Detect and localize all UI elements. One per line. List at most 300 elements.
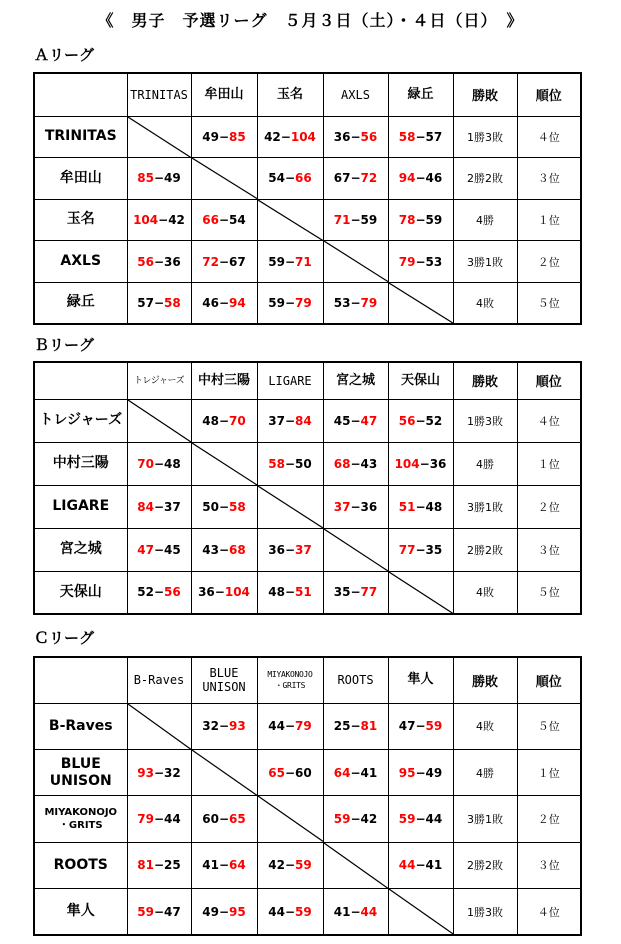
score-dash: − [284, 413, 296, 428]
score-opponent: 36 [429, 456, 447, 471]
score-cell [127, 842, 191, 888]
score-dash: − [350, 904, 361, 919]
column-header-team: トレジャーズ [127, 362, 191, 399]
column-header-team: LIGARE [257, 362, 323, 399]
diagonal-cell [323, 842, 388, 888]
score-opponent: 49 [164, 171, 181, 186]
score-own: 64 [333, 765, 351, 780]
score-dash: − [350, 811, 361, 826]
score-dash: − [214, 585, 225, 600]
score-dash: − [158, 212, 169, 227]
score-opponent: 70 [229, 413, 246, 428]
row-header-team: 緑丘 [34, 282, 127, 324]
score-dash: − [153, 585, 165, 600]
score-opponent: 81 [360, 719, 378, 734]
score-dash: − [153, 171, 165, 186]
score-own: 104 [394, 456, 420, 471]
score-own: 48 [268, 585, 285, 600]
score-cell [388, 158, 453, 200]
diagonal-cell [323, 241, 388, 283]
corner-cell [34, 362, 127, 399]
score-dash: − [350, 171, 361, 186]
score-opponent: 84 [295, 413, 312, 428]
score-cell [127, 282, 191, 324]
score-dash: − [284, 254, 296, 269]
score-own: 79 [137, 811, 154, 826]
score-opponent: 58 [164, 295, 181, 310]
score-opponent: 93 [229, 719, 246, 734]
column-header-team: AXLS [323, 73, 388, 116]
score-own: 70 [137, 456, 154, 471]
header-row [34, 73, 581, 116]
score-own: 59 [137, 904, 154, 919]
score-cell [127, 571, 191, 614]
diagonal-cell [257, 199, 323, 241]
score-own: 59 [398, 811, 416, 826]
score-cell [257, 889, 323, 935]
diagonal-cell [388, 282, 453, 324]
diagonal-cell [127, 399, 191, 442]
row-header-team: 隼人 [34, 889, 127, 935]
table-row [34, 889, 581, 935]
record-cell: 4勝 [453, 199, 517, 241]
column-header-team: 緑丘 [388, 73, 453, 116]
score-cell [323, 485, 388, 528]
score-opponent: 65 [229, 811, 246, 826]
rank-cell: １位 [517, 442, 581, 485]
header-row [34, 657, 581, 703]
score-cell [257, 158, 323, 200]
score-opponent: 64 [229, 858, 246, 873]
score-dash: − [280, 129, 291, 144]
record-cell: 3勝1敗 [453, 485, 517, 528]
page-title: 《 男子 予選リーグ ５月３日（土）・４日（日） 》 [97, 11, 524, 30]
score-cell [191, 842, 257, 888]
column-header-team: 隼人 [388, 657, 453, 703]
score-own: 37 [268, 413, 285, 428]
score-own: 58 [268, 456, 285, 471]
rank-cell: ３位 [517, 842, 581, 888]
score-dash: − [218, 129, 230, 144]
record-cell: 3勝1敗 [453, 241, 517, 283]
score-own: 44 [268, 719, 285, 734]
league-label: Ｂリーグ [34, 336, 95, 354]
score-cell [323, 282, 388, 324]
record-cell: 1勝3敗 [453, 399, 517, 442]
score-dash: − [218, 719, 230, 734]
score-opponent: 59 [425, 212, 443, 227]
score-opponent: 104 [224, 585, 250, 600]
score-own: 43 [202, 542, 219, 557]
score-opponent: 37 [164, 499, 181, 514]
score-cell [323, 158, 388, 200]
league-table [33, 361, 582, 615]
score-opponent: 57 [425, 129, 443, 144]
score-own: 84 [137, 499, 154, 514]
score-opponent: 59 [295, 858, 312, 873]
column-header-rank: 順位 [517, 657, 581, 703]
row-header-team: 天保山 [34, 571, 127, 614]
diagonal-cell [257, 796, 323, 842]
score-opponent: 48 [164, 456, 181, 471]
score-dash: − [153, 254, 165, 269]
score-dash: − [415, 413, 426, 428]
score-cell [323, 199, 388, 241]
table-row [34, 442, 581, 485]
score-own: 58 [398, 129, 416, 144]
score-opponent: 44 [425, 811, 443, 826]
score-cell [257, 842, 323, 888]
score-own: 56 [398, 413, 416, 428]
score-dash: − [284, 585, 296, 600]
score-dash: − [153, 499, 165, 514]
score-dash: − [153, 456, 165, 471]
score-cell [388, 796, 453, 842]
score-cell [323, 571, 388, 614]
score-opponent: 59 [360, 212, 378, 227]
rank-cell: ２位 [517, 241, 581, 283]
score-dash: − [350, 295, 361, 310]
row-header-team: MIYAKONOJO ・GRITS [34, 796, 127, 842]
score-cell [323, 399, 388, 442]
score-dash: − [218, 254, 230, 269]
table-row [34, 842, 581, 888]
score-own: 68 [333, 456, 351, 471]
record-cell: 2勝2敗 [453, 158, 517, 200]
column-header-record: 勝敗 [453, 657, 517, 703]
score-own: 52 [137, 585, 154, 600]
score-own: 45 [333, 413, 351, 428]
score-opponent: 56 [360, 129, 378, 144]
score-opponent: 79 [295, 719, 312, 734]
score-opponent: 104 [290, 129, 316, 144]
rank-cell: ４位 [517, 889, 581, 935]
score-own: 41 [333, 904, 351, 919]
score-own: 59 [333, 811, 351, 826]
score-cell [191, 485, 257, 528]
score-dash: − [415, 499, 426, 514]
score-dash: − [284, 171, 296, 186]
row-header-team: BLUE UNISON [34, 749, 127, 795]
diagonal-cell [388, 889, 453, 935]
score-own: 72 [202, 254, 219, 269]
score-own: 51 [398, 499, 416, 514]
score-dash: − [415, 254, 426, 269]
score-opponent: 59 [295, 904, 312, 919]
score-opponent: 77 [360, 585, 378, 600]
score-opponent: 46 [425, 171, 443, 186]
score-cell [323, 796, 388, 842]
score-cell [191, 399, 257, 442]
rank-cell: ４位 [517, 399, 581, 442]
score-opponent: 45 [164, 542, 181, 557]
score-dash: − [415, 719, 426, 734]
score-cell [257, 528, 323, 571]
score-cell [191, 703, 257, 749]
record-cell: 2勝2敗 [453, 528, 517, 571]
score-opponent: 79 [295, 295, 312, 310]
score-own: 56 [137, 254, 154, 269]
table-row [34, 116, 581, 158]
diagonal-cell [191, 158, 257, 200]
score-opponent: 47 [360, 413, 378, 428]
row-header-team: B-Raves [34, 703, 127, 749]
score-dash: − [153, 295, 165, 310]
record-cell: 4敗 [453, 703, 517, 749]
league-table [33, 656, 582, 936]
score-dash: − [350, 765, 361, 780]
score-opponent: 71 [295, 254, 312, 269]
score-dash: − [415, 542, 426, 557]
score-own: 47 [398, 719, 416, 734]
score-dash: − [415, 811, 426, 826]
column-header-team: TRINITAS [127, 73, 191, 116]
column-header-team: 中村三陽 [191, 362, 257, 399]
score-opponent: 59 [425, 719, 443, 734]
score-cell [388, 241, 453, 283]
score-own: 81 [137, 858, 154, 873]
score-cell [388, 199, 453, 241]
score-cell [388, 749, 453, 795]
rank-cell: ５位 [517, 282, 581, 324]
score-own: 44 [268, 904, 285, 919]
score-dash: − [284, 295, 296, 310]
score-cell [388, 485, 453, 528]
score-cell [127, 889, 191, 935]
score-dash: − [350, 413, 361, 428]
score-opponent: 94 [229, 295, 246, 310]
score-cell [191, 241, 257, 283]
diagonal-cell [127, 116, 191, 158]
score-cell [127, 485, 191, 528]
score-opponent: 47 [164, 904, 181, 919]
score-own: 35 [333, 585, 351, 600]
column-header-team: BLUE UNISON [191, 657, 257, 703]
score-opponent: 32 [164, 765, 181, 780]
score-cell [191, 282, 257, 324]
score-own: 49 [202, 904, 219, 919]
score-dash: − [415, 858, 426, 873]
score-own: 59 [268, 254, 285, 269]
score-own: 78 [398, 212, 416, 227]
row-header-team: ROOTS [34, 842, 127, 888]
score-opponent: 35 [425, 542, 443, 557]
table-row [34, 158, 581, 200]
diagonal-cell [127, 703, 191, 749]
rank-cell: ４位 [517, 116, 581, 158]
score-dash: − [350, 719, 361, 734]
table-row [34, 528, 581, 571]
column-header-rank: 順位 [517, 362, 581, 399]
rank-cell: １位 [517, 749, 581, 795]
score-own: 79 [398, 254, 416, 269]
score-own: 53 [333, 295, 351, 310]
score-opponent: 36 [164, 254, 181, 269]
score-cell [191, 116, 257, 158]
score-cell [191, 571, 257, 614]
score-cell [323, 749, 388, 795]
score-cell [127, 241, 191, 283]
rank-cell: １位 [517, 199, 581, 241]
score-opponent: 50 [295, 456, 312, 471]
score-cell [191, 528, 257, 571]
score-opponent: 51 [295, 585, 312, 600]
score-cell [127, 528, 191, 571]
score-own: 85 [137, 171, 154, 186]
table-row [34, 241, 581, 283]
league-label: Ｃリーグ [34, 629, 95, 647]
score-opponent: 56 [164, 585, 181, 600]
score-opponent: 67 [229, 254, 246, 269]
score-cell [323, 889, 388, 935]
score-cell [257, 399, 323, 442]
score-opponent: 44 [164, 811, 181, 826]
score-dash: − [153, 542, 165, 557]
score-own: 50 [202, 499, 219, 514]
score-cell [388, 842, 453, 888]
table-row [34, 571, 581, 614]
score-opponent: 42 [360, 811, 378, 826]
score-cell [323, 442, 388, 485]
score-dash: − [415, 129, 426, 144]
score-dash: − [284, 858, 296, 873]
score-opponent: 48 [425, 499, 443, 514]
score-own: 37 [333, 499, 351, 514]
score-cell [127, 796, 191, 842]
diagonal-cell [323, 528, 388, 571]
score-opponent: 85 [229, 129, 246, 144]
score-cell [388, 442, 453, 485]
score-cell [127, 749, 191, 795]
score-dash: − [218, 811, 230, 826]
score-cell [257, 241, 323, 283]
score-opponent: 42 [168, 212, 185, 227]
score-dash: − [284, 719, 296, 734]
score-dash: − [415, 171, 426, 186]
score-opponent: 49 [425, 765, 443, 780]
score-cell [127, 158, 191, 200]
score-own: 71 [333, 212, 351, 227]
record-cell: 4敗 [453, 571, 517, 614]
table-row [34, 399, 581, 442]
corner-cell [34, 73, 127, 116]
row-header-team: トレジャーズ [34, 399, 127, 442]
score-dash: − [218, 858, 230, 873]
league-table [33, 72, 582, 325]
record-cell: 4勝 [453, 749, 517, 795]
score-dash: − [218, 413, 230, 428]
score-own: 54 [268, 171, 285, 186]
score-opponent: 79 [360, 295, 378, 310]
diagonal-cell [257, 485, 323, 528]
score-cell [191, 199, 257, 241]
column-header-team: 玉名 [257, 73, 323, 116]
score-own: 36 [333, 129, 351, 144]
score-dash: − [153, 858, 165, 873]
score-cell [257, 703, 323, 749]
score-opponent: 95 [229, 904, 246, 919]
score-opponent: 36 [360, 499, 378, 514]
score-own: 46 [202, 295, 219, 310]
diagonal-cell [191, 749, 257, 795]
record-cell: 3勝1敗 [453, 796, 517, 842]
score-own: 65 [268, 765, 285, 780]
score-own: 42 [264, 129, 281, 144]
row-header-team: 宮之城 [34, 528, 127, 571]
rank-cell: ２位 [517, 796, 581, 842]
rank-cell: ５位 [517, 703, 581, 749]
score-dash: − [153, 904, 165, 919]
score-dash: − [284, 456, 296, 471]
score-dash: − [419, 456, 430, 471]
score-cell [388, 399, 453, 442]
score-own: 41 [202, 858, 219, 873]
table-row [34, 703, 581, 749]
score-opponent: 41 [425, 858, 443, 873]
record-cell: 4敗 [453, 282, 517, 324]
rank-cell: ５位 [517, 571, 581, 614]
score-opponent: 41 [360, 765, 378, 780]
column-header-team: 牟田山 [191, 73, 257, 116]
row-header-team: TRINITAS [34, 116, 127, 158]
rank-cell: ３位 [517, 528, 581, 571]
column-header-team: B-Raves [127, 657, 191, 703]
score-dash: − [153, 811, 165, 826]
table-row [34, 749, 581, 795]
score-opponent: 60 [295, 765, 312, 780]
score-opponent: 58 [229, 499, 246, 514]
score-own: 67 [333, 171, 351, 186]
score-dash: − [284, 904, 296, 919]
score-own: 32 [202, 719, 219, 734]
record-cell: 1勝3敗 [453, 889, 517, 935]
score-opponent: 43 [360, 456, 378, 471]
column-header-team: 天保山 [388, 362, 453, 399]
score-cell [257, 571, 323, 614]
column-header-team: MIYAKONOJO ・GRITS [257, 657, 323, 703]
column-header-record: 勝敗 [453, 362, 517, 399]
score-dash: − [415, 212, 426, 227]
score-dash: − [350, 585, 361, 600]
table-row [34, 485, 581, 528]
row-header-team: 牟田山 [34, 158, 127, 200]
score-cell [191, 889, 257, 935]
score-dash: − [218, 542, 230, 557]
record-cell: 4勝 [453, 442, 517, 485]
score-own: 59 [268, 295, 285, 310]
score-own: 36 [268, 542, 285, 557]
score-cell [323, 116, 388, 158]
score-opponent: 54 [229, 212, 246, 227]
score-opponent: 52 [425, 413, 443, 428]
score-dash: − [218, 295, 230, 310]
score-opponent: 66 [295, 171, 312, 186]
score-dash: − [153, 765, 165, 780]
score-own: 60 [202, 811, 219, 826]
score-dash: − [350, 499, 361, 514]
score-own: 44 [398, 858, 416, 873]
row-header-team: 玉名 [34, 199, 127, 241]
column-header-team: ROOTS [323, 657, 388, 703]
score-own: 48 [202, 413, 219, 428]
table-row [34, 796, 581, 842]
score-own: 93 [137, 765, 154, 780]
score-opponent: 72 [360, 171, 378, 186]
score-own: 36 [198, 585, 215, 600]
score-own: 66 [202, 212, 219, 227]
score-cell [127, 442, 191, 485]
score-own: 47 [137, 542, 154, 557]
